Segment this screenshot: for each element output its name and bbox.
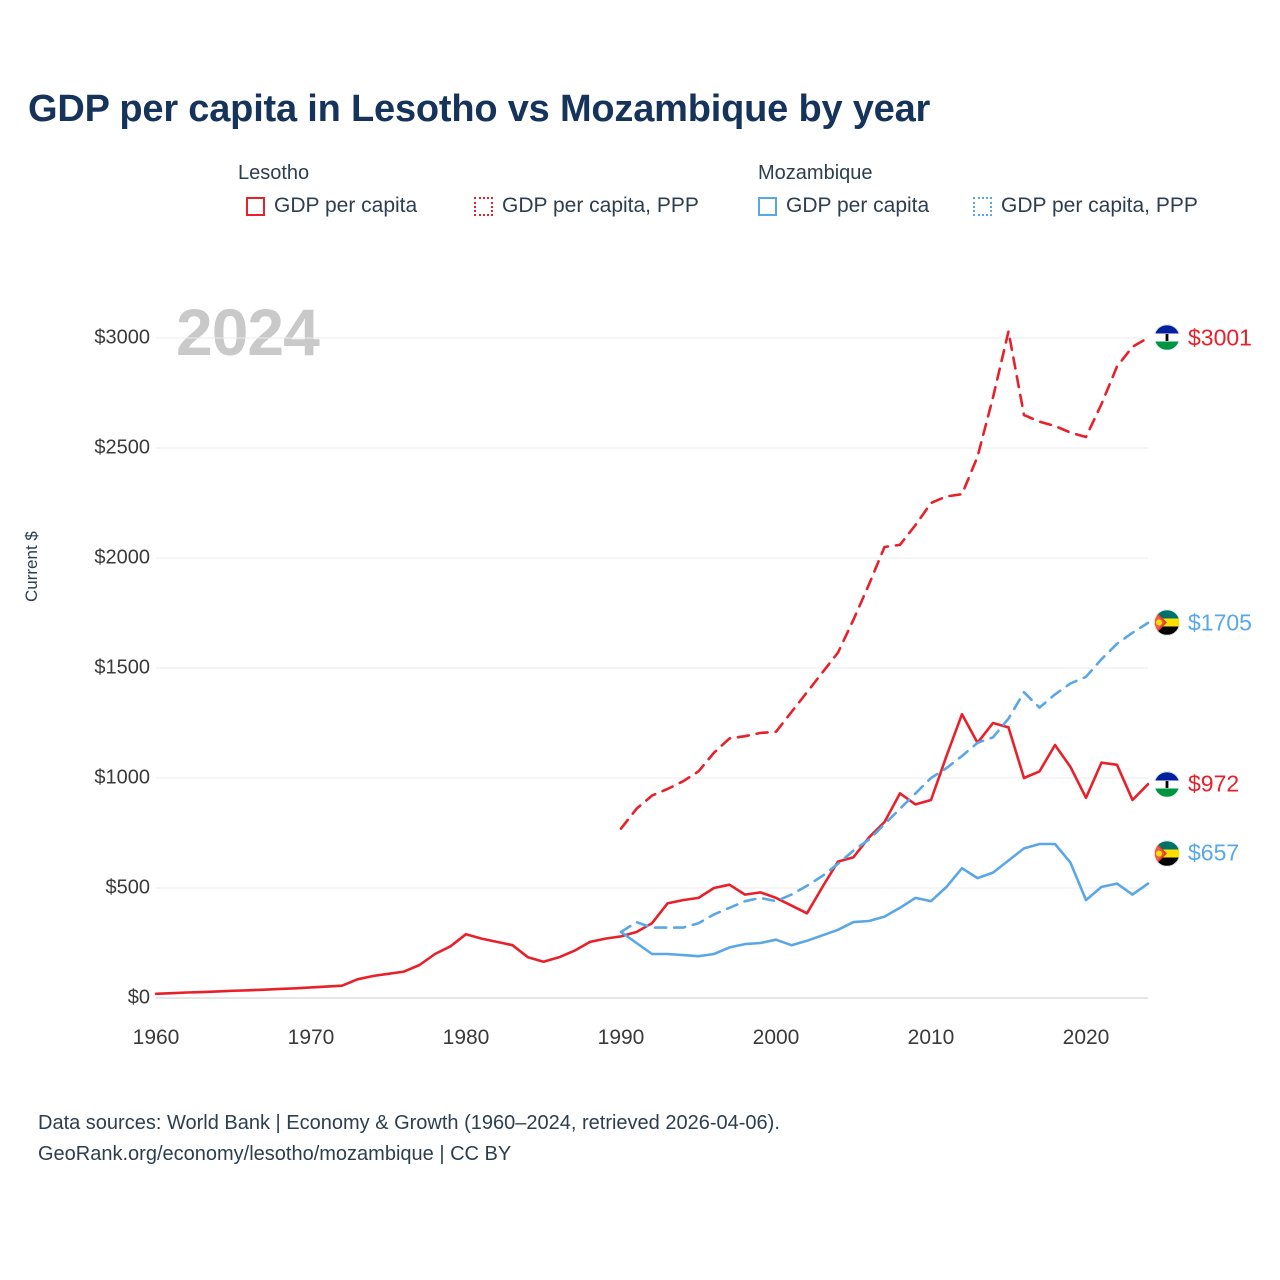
legend-swatch-icon	[474, 197, 493, 216]
legend-item-label: GDP per capita	[786, 194, 930, 217]
series-end-value: $1705	[1188, 609, 1252, 636]
legend-group-lesotho-label: Lesotho	[238, 162, 310, 184]
legend-item-label: GDP per capita, PPP	[502, 194, 699, 217]
legend-item-mozambique-gdp[interactable]	[758, 194, 929, 218]
x-tick-label: 1990	[597, 1026, 645, 1049]
footer	[38, 1108, 780, 1170]
mozambique-flag-icon	[1154, 610, 1180, 636]
chart-legend	[238, 162, 1258, 228]
mozambique-flag-icon	[1154, 840, 1180, 866]
year-watermark: 2024	[176, 295, 319, 369]
series-end-label	[1154, 771, 1239, 798]
y-tick-label: $500	[105, 876, 150, 899]
legend-swatch-icon	[973, 197, 992, 216]
chart-canvas	[0, 272, 1280, 1062]
series-end-value: $972	[1188, 770, 1240, 797]
x-tick-label: 1980	[442, 1026, 490, 1049]
legend-item-mozambique-gdp-ppp[interactable]	[973, 194, 1198, 218]
legend-swatch-icon	[246, 197, 265, 216]
legend-swatch-icon	[758, 197, 777, 216]
legend-group-mozambique-label: Mozambique	[758, 162, 873, 184]
series-end-value: $3001	[1188, 324, 1252, 351]
lesotho-flag-icon	[1154, 325, 1180, 351]
footer-attribution: GeoRank.org/economy/lesotho/mozambique | CC BY	[38, 1143, 512, 1165]
y-tick-label: $1500	[94, 656, 150, 679]
series-end-label	[1154, 609, 1252, 636]
x-tick-label: 2010	[907, 1026, 955, 1049]
x-tick-label: 2020	[1062, 1026, 1110, 1049]
legend-item-lesotho-gdp-ppp[interactable]	[474, 194, 699, 218]
x-tick-label: 1970	[287, 1026, 335, 1049]
legend-item-label: GDP per capita	[274, 194, 418, 217]
page-title: GDP per capita in Lesotho vs Mozambique by year	[28, 88, 931, 130]
footer-data-sources: Data sources: World Bank | Economy & Growth (1960–2024, retrieved 2026-04-06).	[38, 1112, 780, 1134]
series-end-label	[1154, 840, 1239, 867]
x-tick-label: 2000	[752, 1026, 800, 1049]
legend-item-label: GDP per capita, PPP	[1001, 194, 1198, 217]
series-end-label	[1154, 324, 1252, 351]
y-tick-label: $2500	[94, 436, 150, 459]
y-tick-label: $3000	[94, 326, 150, 349]
y-axis-label: Current $	[22, 531, 41, 602]
x-tick-label: 1960	[132, 1026, 180, 1049]
y-tick-label: $0	[127, 986, 150, 1009]
y-tick-label: $2000	[94, 546, 150, 569]
series-end-value: $657	[1188, 839, 1240, 866]
y-tick-label: $1000	[94, 766, 150, 789]
legend-item-lesotho-gdp[interactable]	[246, 194, 417, 218]
plot-area	[0, 272, 1280, 1062]
lesotho-flag-icon	[1154, 771, 1180, 797]
